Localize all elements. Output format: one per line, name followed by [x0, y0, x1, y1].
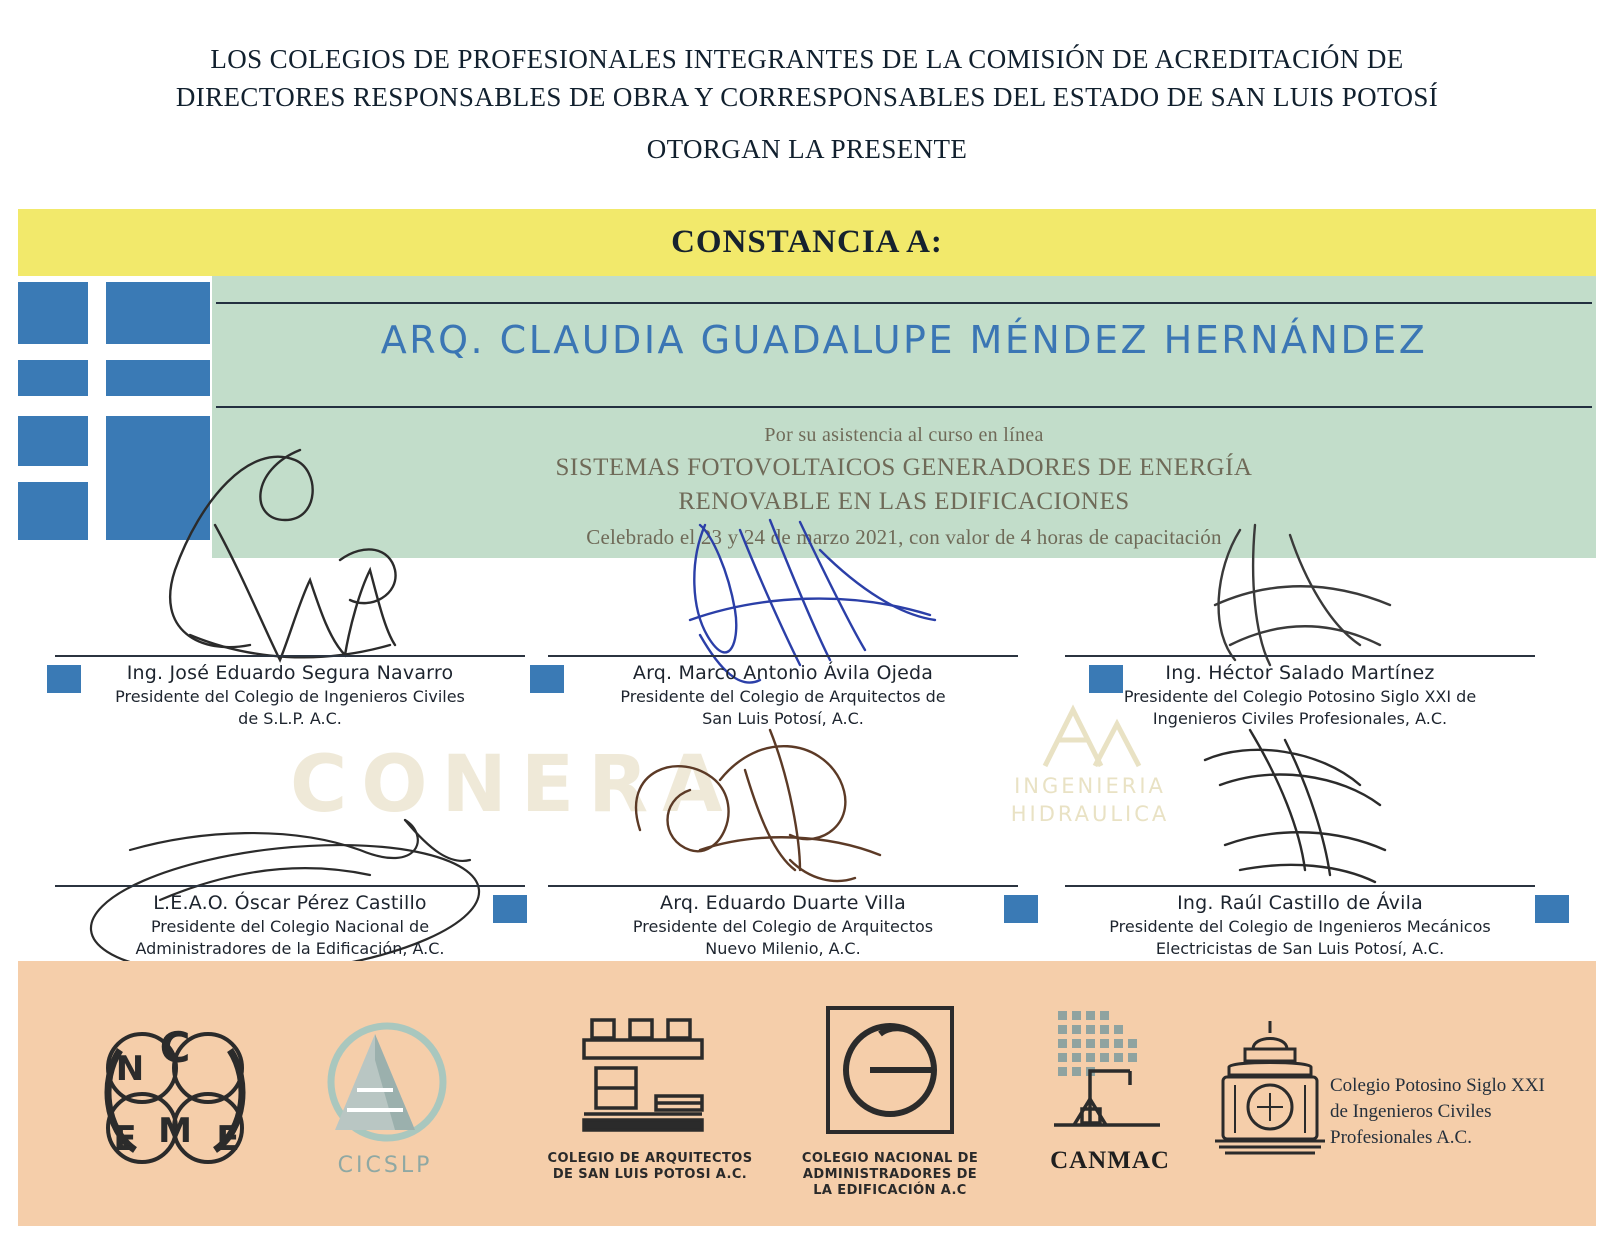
watermark-hidraulica: HIDRAULICA [1010, 802, 1170, 826]
signature-role-line1: Presidente del Colegio de Ingenieros Mecánicos [1109, 917, 1491, 936]
signature-line [548, 655, 1018, 657]
cpslp-line3: Profesionales A.C. [1330, 1127, 1472, 1148]
logo-caption-cnae [790, 1151, 990, 1199]
watermark-ingenieria: INGENIERIA [1014, 774, 1166, 798]
signature-role [1065, 686, 1535, 730]
signature-role-line1: Presidente del Colegio Potosino Siglo XXI de [1123, 687, 1477, 706]
blue-square [18, 482, 88, 540]
cpslp-caption-text [1330, 1073, 1545, 1151]
signature-name: Arq. Marco Antonio Ávila Ojeda [632, 662, 934, 684]
cneme-icon [80, 1010, 270, 1180]
signature-line [548, 885, 1018, 887]
blue-marker [47, 665, 81, 693]
logo-cneme [80, 1010, 270, 1184]
signature-block-2 [548, 655, 1018, 730]
signature-role-line1: Presidente del Colegio Nacional de [150, 917, 430, 936]
blue-square [106, 282, 210, 344]
svg-text:N: N [115, 1049, 145, 1089]
caslp-line2: DE SAN LUIS POTOSI A.C. [552, 1167, 748, 1182]
divider-bottom [216, 406, 1592, 408]
signature-name: Ing. Héctor Salado Martínez [1165, 662, 1435, 684]
certificate-header [0, 40, 1614, 165]
logo-cicslp [295, 1020, 475, 1178]
conera-watermark: CONERA [290, 740, 737, 830]
signature-role-line2: San Luis Potosí, A.C. [702, 709, 864, 728]
signature-role [55, 686, 525, 730]
svg-text:E: E [113, 1119, 137, 1159]
signature-role [1065, 916, 1535, 960]
signature-role-line2: Nuevo Milenio, A.C. [705, 939, 861, 958]
recipient-band [212, 276, 1596, 558]
blue-square [106, 416, 210, 540]
signature-line [1065, 655, 1535, 657]
signature-line [55, 655, 525, 657]
signature-block-1 [55, 655, 525, 730]
course-title-line2: RENOVABLE EN LAS EDIFICACIONES [678, 488, 1130, 515]
blue-square [18, 416, 88, 466]
blue-square [18, 282, 88, 344]
course-info [212, 424, 1596, 550]
signature-name: Ing. Raúl Castillo de Ávila [1177, 892, 1423, 914]
logo-caption-cicslp: CICSLP [337, 1153, 433, 1178]
blue-marker [1004, 895, 1038, 923]
svg-text:E: E [216, 1119, 240, 1159]
logo-caption-canmac: CANMAC [1050, 1147, 1170, 1174]
signature-role-line2: de S.L.P. A.C. [238, 709, 342, 728]
caslp-icon [560, 1010, 740, 1145]
blue-marker [1089, 665, 1123, 693]
cnae-line1: COLEGIO NACIONAL DE [801, 1151, 979, 1166]
cnae-line3: LA EDIFICACIÓN A.C [813, 1183, 967, 1198]
signature-role-line2: Electricistas de San Luis Potosí, A.C. [1155, 939, 1445, 958]
signature-role-line1: Presidente del Colegio de Arquitectos [632, 917, 934, 936]
blue-square [106, 360, 210, 396]
blue-marker [493, 895, 527, 923]
canmac-icon [1030, 1005, 1190, 1145]
logo-caption-caslp [540, 1151, 760, 1183]
logo-cnae [790, 1000, 990, 1199]
signature-line [1065, 885, 1535, 887]
header-line-1: LOS COLEGIOS DE PROFESIONALES INTEGRANTES DE LA COMISIÓN DE ACREDITACIÓN DE [210, 44, 1404, 74]
signature-role-line2: Ingenieros Civiles Profesionales, A.C. [1152, 709, 1448, 728]
blue-squares-logo [18, 276, 218, 548]
cicslp-icon [295, 1020, 475, 1145]
blue-square [18, 360, 88, 396]
signature-block-6 [1065, 885, 1535, 960]
cpslp-line1: Colegio Potosino Siglo XXI [1330, 1075, 1545, 1096]
signature-name: L.E.A.O. Óscar Pérez Castillo [153, 892, 427, 914]
signature-block-4 [55, 885, 525, 960]
signature-role [548, 916, 1018, 960]
svg-text:C: C [159, 1023, 191, 1072]
recipient-name: ARQ. CLAUDIA GUADALUPE MÉNDEZ HERNÁNDEZ [380, 318, 1428, 362]
cpslp-line2: de Ingenieros Civiles [1330, 1101, 1492, 1122]
course-reason: Por su asistencia al curso en línea [764, 424, 1044, 446]
course-title-line1: SISTEMAS FOTOVOLTAICOS GENERADORES DE ENERGÍA [555, 454, 1253, 481]
divider-top [216, 302, 1592, 304]
course-details: Celebrado el 23 y 24 de marzo 2021, con valor de 4 horas de capacitación [586, 525, 1222, 549]
cpslp-icon [1205, 1015, 1335, 1175]
blue-marker [1535, 895, 1569, 923]
constancia-band [18, 209, 1596, 276]
cnae-icon [810, 1000, 970, 1145]
band-title: CONSTANCIA A: [671, 224, 943, 260]
signature-role-line1: Presidente del Colegio de Ingenieros Civiles [115, 687, 465, 706]
signature-line [55, 885, 525, 887]
svg-text:M: M [158, 1111, 192, 1151]
signature-role-line2: Administradores de la Edificación, A.C. [135, 939, 445, 958]
cnae-line2: ADMINISTRADORES DE [802, 1167, 978, 1182]
signature-name: Arq. Eduardo Duarte Villa [660, 892, 906, 914]
signature-block-3 [1065, 655, 1535, 730]
logo-caslp [540, 1010, 760, 1183]
signature-role-line1: Presidente del Colegio de Arquitectos de [620, 687, 946, 706]
logo-cpslp [1205, 1015, 1335, 1179]
signature-name: Ing. José Eduardo Segura Navarro [126, 662, 454, 684]
logo-canmac [1010, 1005, 1210, 1175]
header-line-2: DIRECTORES RESPONSABLES DE OBRA Y CORRESPONSABLES DEL ESTADO DE SAN LUIS POTOSÍ [175, 82, 1439, 112]
signature-role [55, 916, 525, 960]
header-line-3: OTORGAN LA PRESENTE [646, 134, 968, 164]
signature-role [548, 686, 1018, 730]
caslp-line1: COLEGIO DE ARQUITECTOS [547, 1151, 753, 1166]
signature-block-5 [548, 885, 1018, 960]
blue-marker [530, 665, 564, 693]
